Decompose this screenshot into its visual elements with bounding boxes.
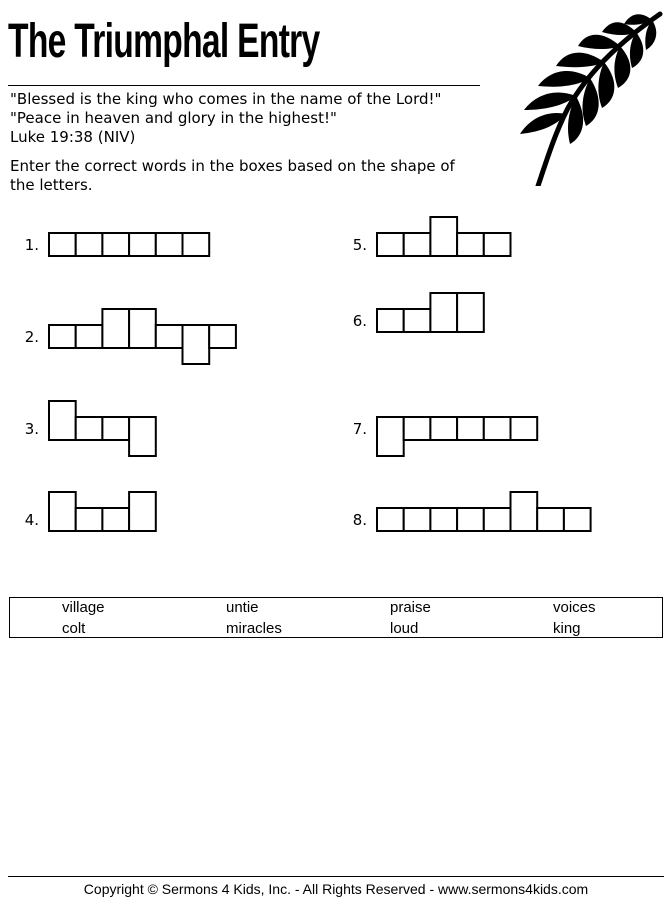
- instructions: Enter the correct words in the boxes based on the shape of the letters.: [10, 157, 455, 194]
- letter-box[interactable]: [404, 417, 431, 440]
- letter-box[interactable]: [404, 233, 431, 256]
- letter-boxes: [48, 216, 213, 275]
- letter-box[interactable]: [76, 417, 103, 440]
- letter-box[interactable]: [377, 417, 404, 456]
- letter-box[interactable]: [457, 417, 484, 440]
- letter-box[interactable]: [377, 309, 404, 332]
- letter-box[interactable]: [102, 508, 129, 531]
- puzzle-number: 6.: [352, 312, 367, 330]
- letter-box[interactable]: [49, 401, 76, 440]
- letter-box[interactable]: [102, 309, 129, 348]
- letter-box[interactable]: [102, 233, 129, 256]
- letter-boxes: [48, 308, 239, 367]
- verse-reference: Luke 19:38 (NIV): [10, 128, 136, 146]
- letter-box[interactable]: [49, 233, 76, 256]
- letter-box[interactable]: [76, 508, 103, 531]
- letter-box[interactable]: [156, 325, 183, 348]
- letter-box[interactable]: [49, 492, 76, 531]
- letter-box[interactable]: [129, 309, 156, 348]
- footer-divider: [8, 876, 664, 877]
- word-bank-item: king: [553, 620, 581, 637]
- page-title: The Triumphal Entry: [8, 15, 320, 68]
- puzzle-number: 8.: [352, 511, 367, 529]
- letter-box[interactable]: [49, 325, 76, 348]
- letter-box[interactable]: [129, 233, 156, 256]
- letter-box[interactable]: [76, 325, 103, 348]
- letter-box[interactable]: [377, 508, 404, 531]
- puzzle-number: 7.: [352, 420, 367, 438]
- letter-box[interactable]: [129, 492, 156, 531]
- letter-box[interactable]: [457, 293, 484, 332]
- puzzle-number: 2.: [24, 328, 39, 346]
- letter-box[interactable]: [76, 233, 103, 256]
- letter-box[interactable]: [183, 325, 210, 364]
- letter-boxes: [376, 491, 594, 550]
- word-bank-item: untie: [226, 599, 259, 616]
- letter-box[interactable]: [183, 233, 210, 256]
- word-bank-item: miracles: [226, 620, 282, 637]
- puzzle-number: 3.: [24, 420, 39, 438]
- letter-boxes: [376, 292, 487, 351]
- word-bank-item: voices: [553, 599, 596, 616]
- puzzle-number: 5.: [352, 236, 367, 254]
- letter-box[interactable]: [511, 492, 538, 531]
- letter-box[interactable]: [537, 508, 564, 531]
- letter-box[interactable]: [511, 417, 538, 440]
- letter-box[interactable]: [484, 508, 511, 531]
- word-bank-item: praise: [390, 599, 431, 616]
- bible-verse: [10, 90, 480, 147]
- letter-boxes: [376, 400, 541, 459]
- letter-box[interactable]: [377, 233, 404, 256]
- title-divider: [8, 85, 480, 86]
- letter-box[interactable]: [484, 233, 511, 256]
- letter-box[interactable]: [430, 417, 457, 440]
- letter-box[interactable]: [430, 217, 457, 256]
- puzzle-number: 4.: [24, 511, 39, 529]
- letter-box[interactable]: [129, 417, 156, 456]
- puzzle-number: 1.: [24, 236, 39, 254]
- word-bank: [9, 597, 663, 638]
- palm-branch-icon: [490, 6, 670, 186]
- copyright-footer: Copyright © Sermons 4 Kids, Inc. - All Rights Reserved - www.sermons4kids.com: [83, 881, 589, 897]
- word-bank-item: village: [62, 599, 105, 616]
- verse-quote: "Blessed is the king who comes in the name of the Lord!" "Peace in heaven and glory in the highest!": [10, 90, 442, 127]
- word-bank-item: colt: [62, 620, 86, 637]
- word-bank-item: loud: [390, 620, 419, 637]
- letter-box[interactable]: [484, 417, 511, 440]
- letter-boxes: [48, 491, 159, 550]
- letter-box[interactable]: [430, 508, 457, 531]
- letter-box[interactable]: [156, 233, 183, 256]
- letter-box[interactable]: [209, 325, 236, 348]
- letter-box[interactable]: [404, 508, 431, 531]
- letter-box[interactable]: [457, 233, 484, 256]
- letter-box[interactable]: [404, 309, 431, 332]
- letter-boxes: [376, 216, 514, 275]
- letter-boxes: [48, 400, 159, 459]
- letter-box[interactable]: [564, 508, 591, 531]
- letter-box[interactable]: [430, 293, 457, 332]
- letter-box[interactable]: [457, 508, 484, 531]
- letter-box[interactable]: [102, 417, 129, 440]
